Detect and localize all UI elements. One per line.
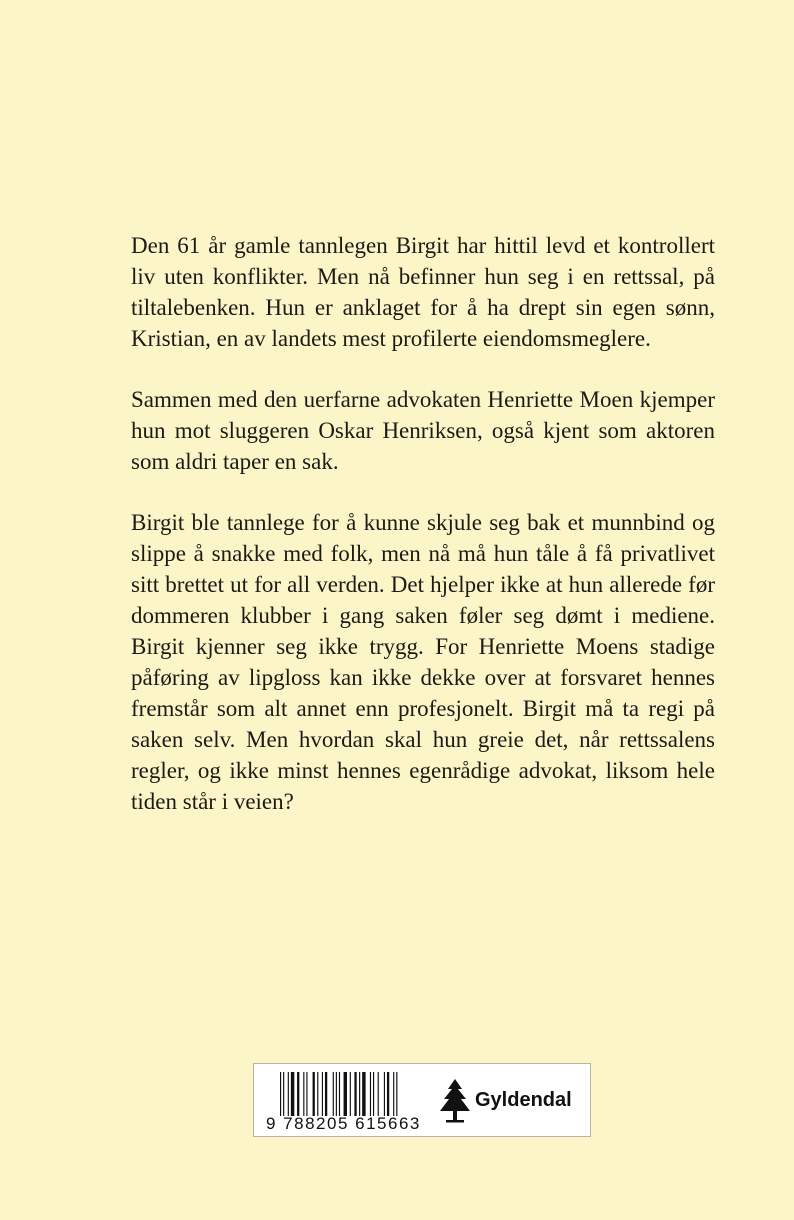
fir-tree-icon [437, 1078, 473, 1124]
barcode-bar [339, 1072, 340, 1116]
barcode-bar [387, 1072, 389, 1116]
barcode-bar [303, 1072, 304, 1116]
barcode-bar [362, 1072, 365, 1116]
barcode-bar [378, 1072, 379, 1116]
barcode-bar [306, 1072, 307, 1116]
isbn-barcode [280, 1072, 426, 1116]
barcode-bar [288, 1072, 289, 1116]
barcode-bar [370, 1072, 371, 1116]
barcode-bar [325, 1072, 327, 1116]
publisher-logo-text: Gyldendal [475, 1089, 572, 1111]
barcode-bar [297, 1072, 299, 1116]
blurb-paragraph-3: Birgit ble tannlege for å kunne skjule seg bak et munnbind og slippe å snakke med folk, men nå må hun tåle å få privatlivet sitt brettet ut for all verden. Det hjelper ikke at hun allerede før dommeren klubber i gang saken føler seg dømt i mediene. Birgit kjenner seg ikke trygg. For Henriette Moens stadige påføring av lipgloss kan ikke dekke over at forsvaret hennes fremstår som alt annet enn profesjonelt. Birgit må ta regi på saken selv. Men hvordan skal hun greie det, når rettssalens regler, og ikke minst hennes egenrådige advokat, liksom hele tiden står i veien? [131, 510, 715, 814]
barcode-bar [393, 1072, 394, 1116]
barcode-bar [283, 1072, 284, 1116]
blurb-paragraph-1: Den 61 år gamle tannlegen Birgit har hittil levd et kontrollert liv uten konflikter. Men nå befinner hun seg i en rettssal, på tiltalebenken. Hun er anklaget for å ha drept sin egen sønn, Kristian, en av landets mest profilerte eiendomsmeglere. [131, 233, 715, 351]
barcode-bar [333, 1072, 334, 1116]
barcode-bar [291, 1072, 294, 1116]
barcode-bar [354, 1072, 356, 1116]
barcode-panel [253, 1063, 591, 1137]
barcode-bar [373, 1072, 374, 1116]
barcode-bar [359, 1072, 360, 1116]
barcode-bar [344, 1072, 347, 1116]
blurb-paragraph-2: Sammen med den uerfarne advokaten Henriette Moen kjemper hun mot sluggeren Oskar Henriksen, også kjent som aktoren som aldri taper en sak. [131, 387, 715, 474]
barcode-bar [396, 1072, 397, 1116]
barcode-bar [384, 1072, 385, 1116]
barcode-bar [322, 1072, 323, 1116]
barcode-bar [317, 1072, 318, 1116]
barcode-bar [313, 1072, 315, 1116]
barcode-bar [350, 1072, 351, 1116]
barcode-bar [280, 1072, 281, 1116]
blurb-text [131, 230, 715, 847]
barcode-bar [336, 1072, 337, 1116]
isbn-number: 9 788205 615663 [266, 1114, 421, 1133]
